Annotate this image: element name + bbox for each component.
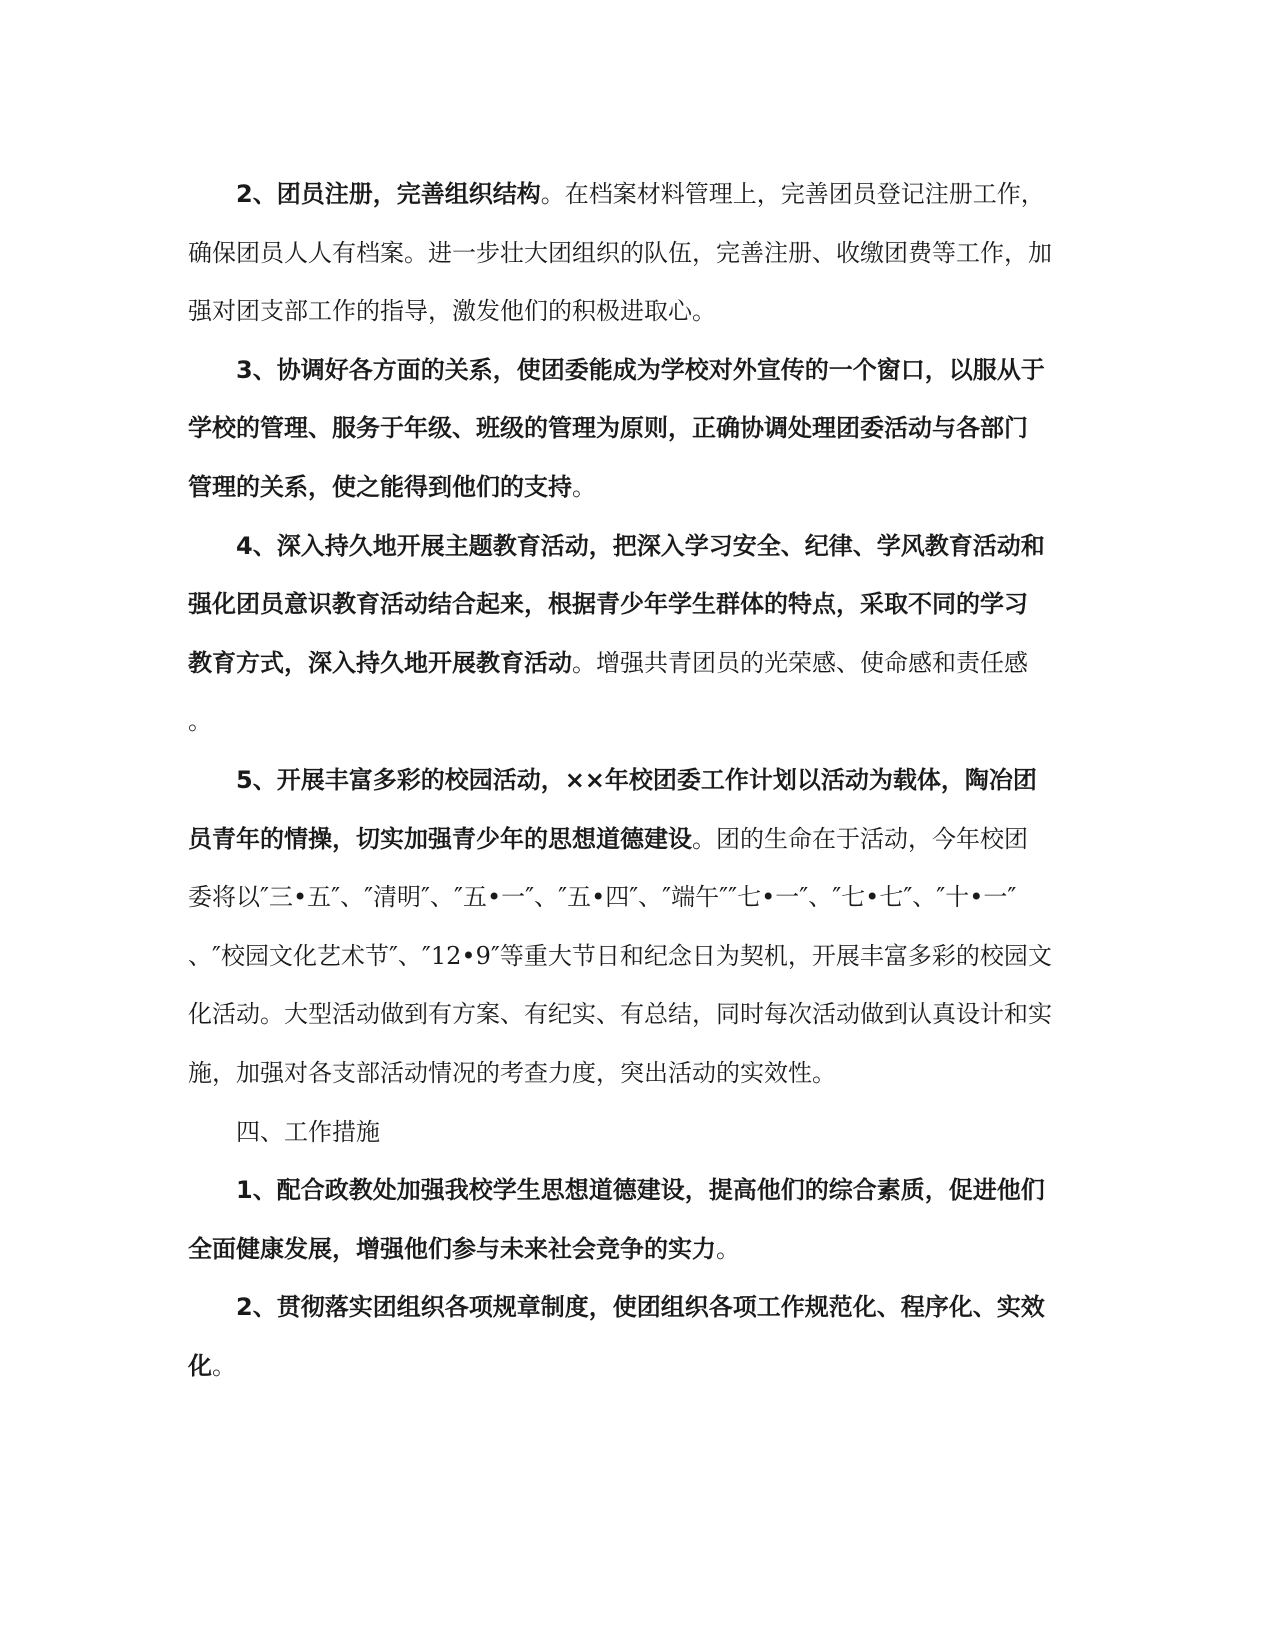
bold-text: 教育方式，深入持久地开展教育活动 <box>188 648 572 677</box>
text-line <box>188 868 1088 927</box>
bold-text: 2、团员注册，完善组织结构 <box>236 180 541 208</box>
paragraph <box>188 341 1088 517</box>
bold-text: 化 <box>188 1351 212 1380</box>
regular-text: 施，加强对各支部活动情况的考查力度，突出活动的实效性。 <box>188 1058 836 1087</box>
regular-text: 。增强共青团员的光荣感、使命感和责任感 <box>572 648 1028 677</box>
regular-text: 化活动。大型活动做到有方案、有纪实、有总结，同时每次活动做到认真设计和实 <box>188 1000 1052 1029</box>
text-line <box>188 927 1088 986</box>
text-line <box>188 634 1088 693</box>
paragraph <box>188 1278 1088 1395</box>
regular-text: 委将以″三•五″、″清明″、″五•一″、″五•四″、″端午″″七•一″、″七•七″、″十•一″ <box>188 883 1017 912</box>
bold-text: 强化团员意识教育活动结合起来，根据青少年学生群体的特点，采取不同的学习 <box>188 590 1028 619</box>
text-line <box>188 810 1088 869</box>
regular-text: 、″校园文化艺术节″、″12•9″等重大节日和纪念日为契机，开展丰富多彩的校园文 <box>188 941 1052 970</box>
regular-text: 。 <box>716 1234 740 1263</box>
regular-text: 。 <box>572 472 596 501</box>
text-line <box>188 341 1088 400</box>
bold-text: 1、配合政教处加强我校学生思想道德建设，提高他们的综合素质，促进他们 <box>236 1176 1045 1205</box>
text-line <box>188 458 1088 517</box>
regular-text: 。在档案材料管理上，完善团员登记注册工作， <box>540 180 1045 208</box>
bold-text: 5、开展丰富多彩的校园活动，××年校团委工作计划以活动为载体，陶冶团 <box>236 765 1037 794</box>
text-line <box>188 692 1088 751</box>
paragraph <box>188 165 1088 341</box>
bold-text: 学校的管理、服务于年级、班级的管理为原则，正确协调处理团委活动与各部门 <box>188 414 1028 443</box>
regular-text: 。 <box>188 707 212 736</box>
regular-text: 四、工作措施 <box>236 1117 380 1146</box>
regular-text: 。团的生命在于活动，今年校团 <box>692 824 1028 853</box>
text-line <box>188 165 1088 224</box>
paragraph <box>188 1161 1088 1278</box>
text-line <box>188 1161 1088 1220</box>
regular-text: 。 <box>212 1351 236 1380</box>
regular-text: 确保团员人人有档案。进一步壮大团组织的队伍，完善注册、收缴团费等工作，加 <box>188 238 1052 267</box>
bold-text: 全面健康发展，增强他们参与未来社会竞争的实力 <box>188 1234 716 1263</box>
bold-text: 4、深入持久地开展主题教育活动，把深入学习安全、纪律、学风教育活动和 <box>236 531 1045 560</box>
text-line <box>188 751 1088 810</box>
text-line <box>188 1044 1088 1103</box>
bold-text: 3、协调好各方面的关系，使团委能成为学校对外宣传的一个窗口，以服从于 <box>236 355 1045 384</box>
bold-text: 2、贯彻落实团组织各项规章制度，使团组织各项工作规范化、程序化、实效 <box>236 1293 1045 1322</box>
paragraph <box>188 751 1088 1103</box>
text-line <box>188 517 1088 576</box>
text-line <box>188 985 1088 1044</box>
paragraph <box>188 517 1088 751</box>
text-line <box>188 575 1088 634</box>
text-line <box>188 1220 1088 1279</box>
text-line <box>188 1278 1088 1337</box>
text-line <box>188 1337 1088 1396</box>
document-body <box>188 165 1088 1395</box>
text-line <box>188 282 1088 341</box>
bold-text: 员青年的情操，切实加强青少年的思想道德建设 <box>188 824 692 853</box>
paragraph <box>188 1103 1088 1162</box>
text-line <box>188 1103 1088 1162</box>
text-line <box>188 399 1088 458</box>
bold-text: 管理的关系，使之能得到他们的支持 <box>188 472 572 501</box>
regular-text: 强对团支部工作的指导，激发他们的积极进取心。 <box>188 297 716 326</box>
text-line <box>188 224 1088 283</box>
